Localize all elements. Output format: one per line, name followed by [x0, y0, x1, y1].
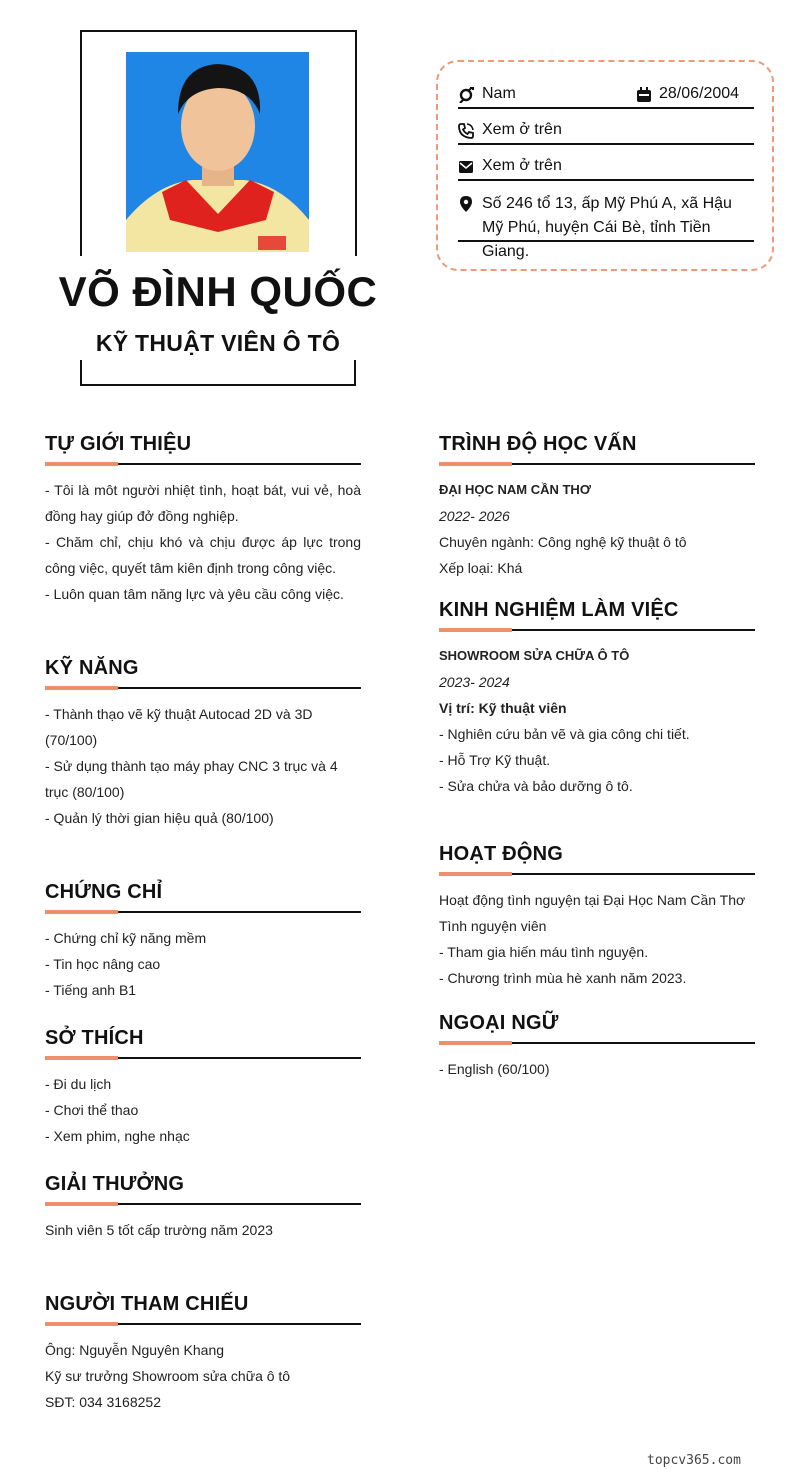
experience-line: - Sửa chửa và bảo dưỡng ô tô.: [439, 778, 633, 794]
section-title: GIẢI THƯỞNG: [45, 1173, 185, 1195]
gender-icon: [458, 87, 474, 103]
experience-period: 2023- 2024: [439, 674, 510, 690]
section-title: NGOẠI NGỮ: [439, 1012, 559, 1034]
section-intro: [45, 433, 361, 607]
section-certificates: [45, 881, 361, 1003]
hobby-line: - Đi du lịch: [45, 1076, 112, 1092]
activity-line: Hoạt động tình nguyện tại Đại Học Nam Cần Thơ: [439, 892, 746, 908]
experience-line: - Nghiên cứu bản vẽ và gia công chi tiết.: [439, 726, 690, 742]
reference-line: Ông: Nguyễn Nguyên Khang: [45, 1342, 225, 1358]
envelope-icon: [458, 159, 474, 175]
contact-row-email: [458, 154, 754, 181]
calendar-icon: [636, 87, 652, 103]
reference-line: Kỹ sư trưởng Showroom sửa chữa ô tô: [45, 1368, 291, 1384]
intro-line: - Chăm chỉ, chịu khó và chịu được áp lực trong công việc, quyết tâm kiên định trong công việc.: [45, 534, 361, 576]
phone-icon: [458, 123, 474, 139]
dob-value: 28/06/2004: [659, 85, 740, 102]
education-line: Xếp loại: Khá: [439, 560, 523, 576]
certificate-line: - Chứng chỉ kỹ năng mềm: [45, 930, 207, 946]
section-title: KINH NGHIỆM LÀM VIỆC: [439, 599, 679, 621]
gender-value: Nam: [482, 85, 516, 102]
section-divider: [45, 1056, 361, 1061]
section-education: [439, 433, 755, 581]
section-title: TỰ GIỚI THIỆU: [45, 433, 192, 455]
school-name: ĐẠI HỌC NAM CẦN THƠ: [439, 482, 591, 497]
job-position: Vị trí: Kỹ thuật viên: [439, 700, 567, 716]
profile-photo: [126, 52, 309, 252]
certificate-line: - Tin học nâng cao: [45, 956, 161, 972]
section-title: CHỨNG CHỈ: [45, 881, 163, 903]
section-awards: [45, 1173, 361, 1243]
section-divider: [45, 1322, 361, 1327]
skill-line: - Thành thạo vẽ kỹ thuật Autocad 2D và 3D (70/100): [45, 706, 313, 748]
section-activities: [439, 843, 755, 991]
section-title: SỞ THÍCH: [45, 1027, 144, 1049]
section-divider: [439, 1041, 755, 1046]
section-experience: [439, 599, 755, 799]
section-languages: [439, 1012, 755, 1082]
candidate-name: VÕ ĐÌNH QUỐC: [58, 268, 378, 315]
hobby-line: - Xem phim, nghe nhạc: [45, 1128, 190, 1144]
email-value: Xem ở trên: [482, 157, 562, 174]
section-hobbies: [45, 1027, 361, 1149]
section-divider: [45, 910, 361, 915]
intro-line: - Luôn quan tâm năng lực và yêu cầu công việc.: [45, 586, 344, 602]
section-divider: [45, 1202, 361, 1207]
section-reference: [45, 1293, 361, 1415]
section-divider: [439, 462, 755, 467]
skill-line: - Sử dụng thành tạo máy phay CNC 3 trục và 4 trục (80/100): [45, 758, 338, 800]
address-value: Số 246 tổ 13, ấp Mỹ Phú A, xã Hậu Mỹ Phú, huyện Cái Bè, tỉnh Tiền Giang.: [482, 195, 732, 260]
section-divider: [45, 686, 361, 691]
section-divider: [439, 872, 755, 877]
reference-line: SĐT: 034 3168252: [45, 1394, 161, 1410]
section-title: HOẠT ĐỘNG: [439, 843, 564, 865]
activity-line: Tình nguyện viên: [439, 918, 547, 934]
phone-value: Xem ở trên: [482, 121, 562, 138]
experience-line: - Hỗ Trợ Kỹ thuật.: [439, 752, 551, 768]
award-line: Sinh viên 5 tốt cấp trường năm 2023: [45, 1222, 273, 1238]
section-title: TRÌNH ĐỘ HỌC VẤN: [439, 433, 637, 455]
activity-line: - Tham gia hiến máu tình nguyện.: [439, 944, 649, 960]
candidate-role: KỸ THUẬT VIÊN Ô TÔ: [95, 330, 341, 356]
location-pin-icon: [458, 196, 474, 212]
photo-frame-bottom: [80, 360, 356, 386]
skill-line: - Quản lý thời gian hiệu quả (80/100): [45, 810, 274, 826]
section-title: KỸ NĂNG: [45, 657, 139, 679]
education-line: Chuyên ngành: Công nghệ kỹ thuật ô tô: [439, 534, 687, 550]
section-divider: [439, 628, 755, 633]
contact-row-gender-dob: [458, 82, 754, 109]
section-skills: [45, 657, 361, 831]
contact-row-address: [458, 190, 754, 260]
hobby-line: - Chơi thể thao: [45, 1102, 139, 1118]
watermark: topcv365.com: [647, 1453, 741, 1468]
activity-line: - Chương trình mùa hè xanh năm 2023.: [439, 970, 687, 986]
language-line: - English (60/100): [439, 1061, 550, 1077]
education-period: 2022- 2026: [439, 508, 510, 524]
contact-box: [436, 60, 774, 271]
intro-line: - Tôi là môt người nhiệt tình, hoạt bát, vui vẻ, hoà đồng hay giúp đở đồng nghiệp.: [45, 482, 361, 524]
company-name: SHOWROOM SỬA CHỮA Ô TÔ: [439, 648, 630, 663]
section-title: NGƯỜI THAM CHIẾU: [45, 1293, 249, 1315]
section-divider: [45, 462, 361, 467]
contact-row-phone: [458, 118, 754, 145]
certificate-line: - Tiếng anh B1: [45, 982, 137, 998]
